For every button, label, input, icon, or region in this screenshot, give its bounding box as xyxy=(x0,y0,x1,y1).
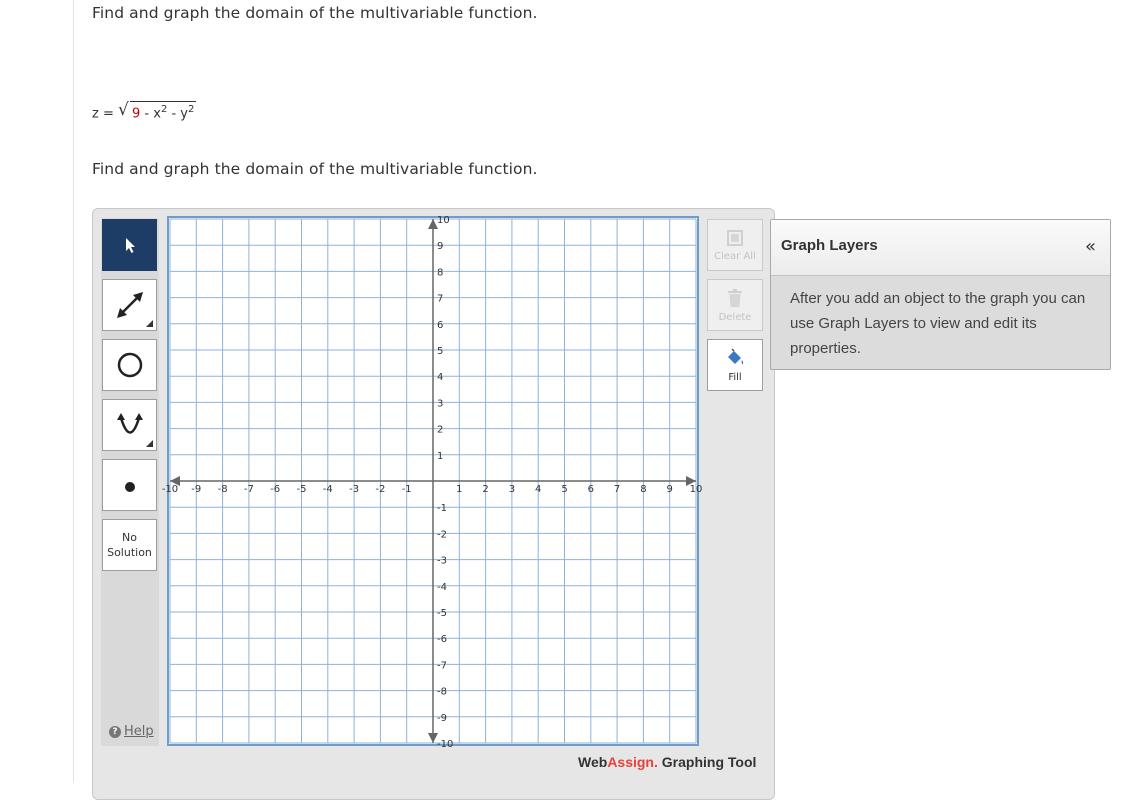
submenu-indicator-icon xyxy=(146,440,153,447)
collapse-chevron-icon[interactable]: « xyxy=(1084,236,1096,257)
no-solution-label-line1: No xyxy=(122,531,137,544)
x-tick-label: -3 xyxy=(349,484,360,495)
clear-all-label: Clear All xyxy=(714,250,756,262)
formula-exponent-y: 2 xyxy=(187,104,195,115)
x-tick-label: 8 xyxy=(640,484,647,495)
question-prompt: Find and graph the domain of the multivariable function. xyxy=(92,4,538,22)
x-tick-label: 1 xyxy=(456,484,463,495)
brand-assign: Assign. xyxy=(607,754,658,770)
clear-all-icon xyxy=(726,229,744,247)
line-tool-button[interactable] xyxy=(102,279,157,331)
x-tick-label: -9 xyxy=(191,484,202,495)
question-prompt-repeat: Find and graph the domain of the multivariable function. xyxy=(92,160,538,178)
y-tick-label: -10 xyxy=(437,739,454,750)
formula-constant: 9 xyxy=(132,106,141,122)
delete-button[interactable] xyxy=(707,279,763,331)
trash-icon xyxy=(726,288,744,308)
x-tick-label: -4 xyxy=(322,484,333,495)
radical-sign-icon: √ xyxy=(118,100,129,120)
y-tick-label: 2 xyxy=(437,424,444,436)
line-segment-icon xyxy=(112,287,148,323)
help-icon: ? xyxy=(109,726,121,738)
y-tick-label: -9 xyxy=(437,712,447,724)
x-tick-label: -5 xyxy=(296,484,307,495)
no-solution-label-line2: Solution xyxy=(107,546,152,559)
radical-bar xyxy=(130,101,196,102)
function-formula xyxy=(92,100,195,122)
y-tick-label: 9 xyxy=(437,241,444,253)
y-tick-label: 5 xyxy=(437,346,444,357)
parabola-icon xyxy=(112,407,148,443)
y-tick-label: -3 xyxy=(437,555,447,567)
delete-label: Delete xyxy=(718,311,752,323)
y-tick-label: -1 xyxy=(437,503,447,515)
graph-layers-title: Graph Layers xyxy=(781,237,878,254)
x-tick-label: 7 xyxy=(613,484,621,495)
parabola-tool-button[interactable] xyxy=(102,399,157,451)
no-solution-button[interactable] xyxy=(102,519,157,571)
formula-lhs: z = xyxy=(92,106,114,122)
x-tick-label: -10 xyxy=(161,484,179,495)
y-tick-label: -8 xyxy=(437,686,447,698)
y-tick-label: 3 xyxy=(437,398,444,410)
brand-web: Web xyxy=(578,754,608,770)
pointer-arrow-icon xyxy=(120,235,140,255)
circle-icon xyxy=(113,348,147,382)
x-tick-label: 9 xyxy=(666,484,673,495)
x-tick-label: -1 xyxy=(401,484,412,495)
point-tool-button[interactable] xyxy=(102,459,157,511)
fill-button[interactable] xyxy=(707,339,763,391)
brand-product: Graphing Tool xyxy=(657,754,757,770)
x-tick-label: 10 xyxy=(689,484,703,495)
y-tick-label: 7 xyxy=(437,293,444,305)
submenu-indicator-icon xyxy=(146,320,153,327)
y-tick-label: 6 xyxy=(437,319,444,331)
graph-layers-description: After you add an object to the graph you can use Graph Layers to view and edit its properties. xyxy=(790,290,1086,357)
webassign-branding xyxy=(578,754,756,770)
paint-bucket-icon xyxy=(724,348,746,368)
square-root xyxy=(118,100,195,122)
pointer-tool-button[interactable] xyxy=(102,219,157,271)
x-tick-label: -2 xyxy=(375,484,386,495)
y-tick-label: 4 xyxy=(437,372,444,384)
formula-term-x: - x xyxy=(140,106,161,122)
formula-term-y: - y xyxy=(167,106,188,122)
x-tick-label: 3 xyxy=(508,484,516,495)
x-tick-label: 6 xyxy=(587,484,594,495)
x-tick-label: -7 xyxy=(243,484,254,495)
x-tick-label: 4 xyxy=(535,484,542,495)
x-tick-label: 5 xyxy=(561,484,568,495)
y-tick-label: 8 xyxy=(437,267,444,279)
graph-layers-header xyxy=(771,220,1110,276)
fill-label: Fill xyxy=(728,371,742,383)
left-margin-rule xyxy=(73,0,74,782)
point-icon xyxy=(120,475,140,495)
x-tick-label: -6 xyxy=(270,484,281,495)
circle-tool-button[interactable] xyxy=(102,339,157,391)
y-tick-label: -4 xyxy=(437,581,447,593)
formula-exponent-x: 2 xyxy=(160,104,168,115)
y-tick-label: -6 xyxy=(437,634,447,646)
clear-all-button[interactable] xyxy=(707,219,763,271)
y-tick-label: 1 xyxy=(437,450,444,462)
y-tick-label: -5 xyxy=(437,608,447,619)
y-tick-label: -2 xyxy=(437,529,447,541)
y-tick-label: -7 xyxy=(437,660,447,672)
graph-layers-panel xyxy=(770,219,1111,370)
graph-canvas[interactable] xyxy=(161,215,703,750)
x-tick-label: -8 xyxy=(217,484,228,495)
help-label: Help xyxy=(124,724,154,739)
x-tick-label: 2 xyxy=(482,484,489,495)
help-link[interactable] xyxy=(109,724,154,739)
y-tick-label: 10 xyxy=(437,215,450,226)
